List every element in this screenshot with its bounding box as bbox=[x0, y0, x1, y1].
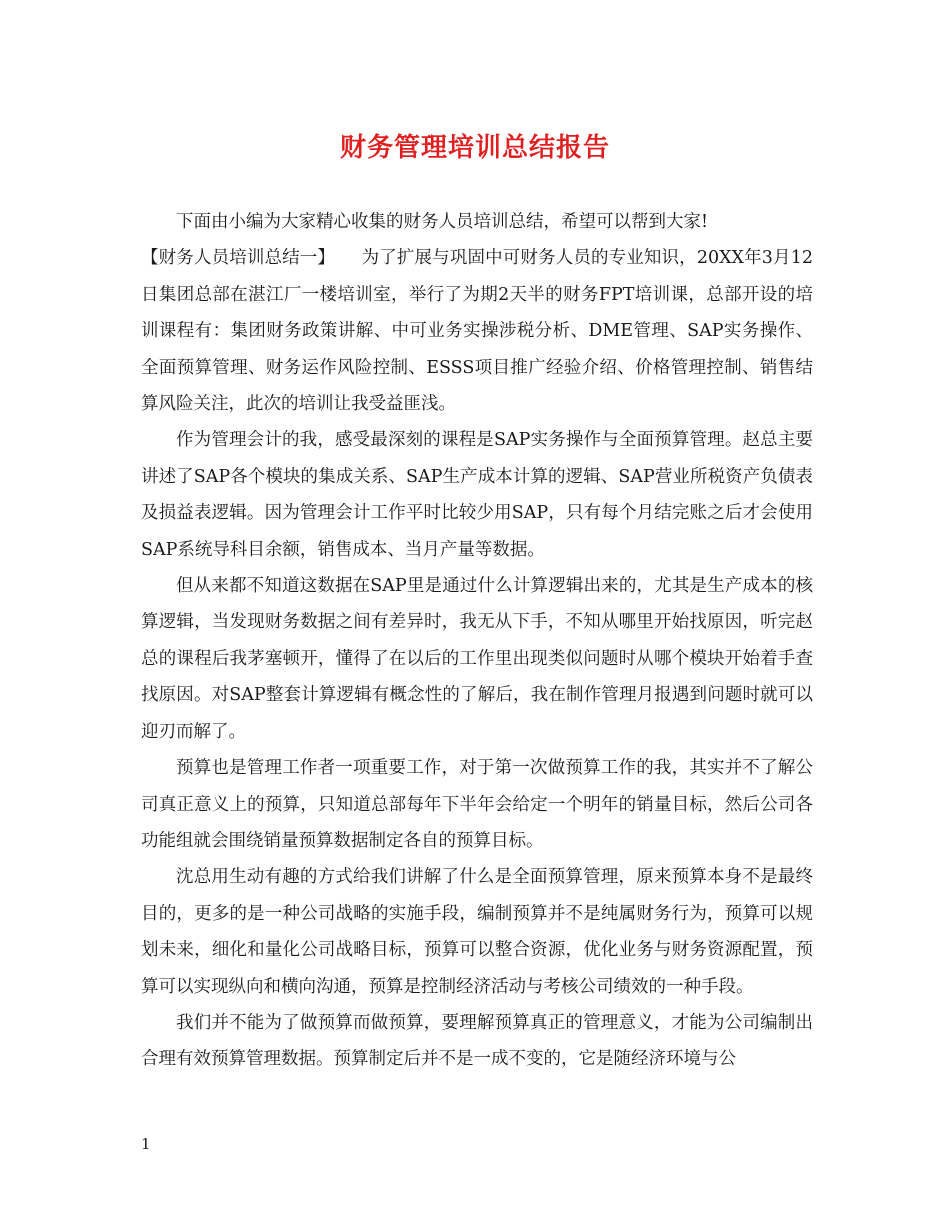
paragraph-budget-meaning: 我们并不能为了做预算而做预算，要理解预算真正的管理意义，才能为公司编制出合理有效预算管理数据。预算制定后并不是一成不变的，它是随经济环境与公 bbox=[141, 1012, 813, 1070]
paragraph-intro: 下面由小编为大家精心收集的财务人员培训总结，希望可以帮到大家! bbox=[176, 212, 709, 232]
document-body bbox=[141, 204, 813, 1078]
page-number: 1 bbox=[141, 1135, 151, 1153]
document-title: 财务管理培训总结报告 bbox=[339, 133, 610, 163]
paragraph-sap-course: 作为管理会计的我，感受最深刻的课程是SAP实务操作与全面预算管理。赵总主要讲述了SAP各个模块的集成关系、SAP生产成本计算的逻辑、SAP营业所税资产负债表及损益表逻辑。因为管理会计工作平时比较少用SAP，只有每个月结完账之后才会使用SAP系统导科目余额，销售成本、当月产量等数据。 bbox=[141, 430, 813, 560]
paragraph-sap-logic: 但从来都不知道这数据在SAP里是通过什么计算逻辑出来的，尤其是生产成本的核算逻辑，当发现财务数据之间有差异时，我无从下手，不知从哪里开始找原因，听完赵总的课程后我茅塞顿开，懂得了在以后的工作里出现类似问题时从哪个模块开始着手查找原因。对SAP整套计算逻辑有概念性的了解后，我在制作管理月报遇到问题时就可以迎刃而解了。 bbox=[141, 576, 813, 742]
paragraph-budget-work: 预算也是管理工作者一项重要工作，对于第一次做预算工作的我，其实并不了解公司真正意义上的预算，只知道总部每年下半年会给定一个明年的销量目标，然后公司各功能组就会围绕销量预算数据制定各自的预算目标。 bbox=[141, 758, 813, 851]
paragraph-full-budget: 沈总用生动有趣的方式给我们讲解了什么是全面预算管理，原来预算本身不是最终目的，更多的是一种公司战略的实施手段，编制预算并不是纯属财务行为，预算可以规划未来，细化和量化公司战略目标，预算可以整合资源，优化业务与财务资源配置，预算可以实现纵向和横向沟通，预算是控制经济活动与考核公司绩效的一种手段。 bbox=[141, 867, 813, 997]
paragraph-summary-one: 【财务人员培训总结一】 为了扩展与巩固中可财务人员的专业知识，20XX年3月12日集团总部在湛江厂一楼培训室，举行了为期2天半的财务FPT培训课，总部开设的培训课程有：集团财务政策讲解、中可业务实操涉税分析、DME管理、SAP实务操作、全面预算管理、财务运作风险控制、ESSS项目推广经验介绍、价格管理控制、销售结算风险关注，此次的培训让我受益匪浅。 bbox=[141, 248, 813, 415]
